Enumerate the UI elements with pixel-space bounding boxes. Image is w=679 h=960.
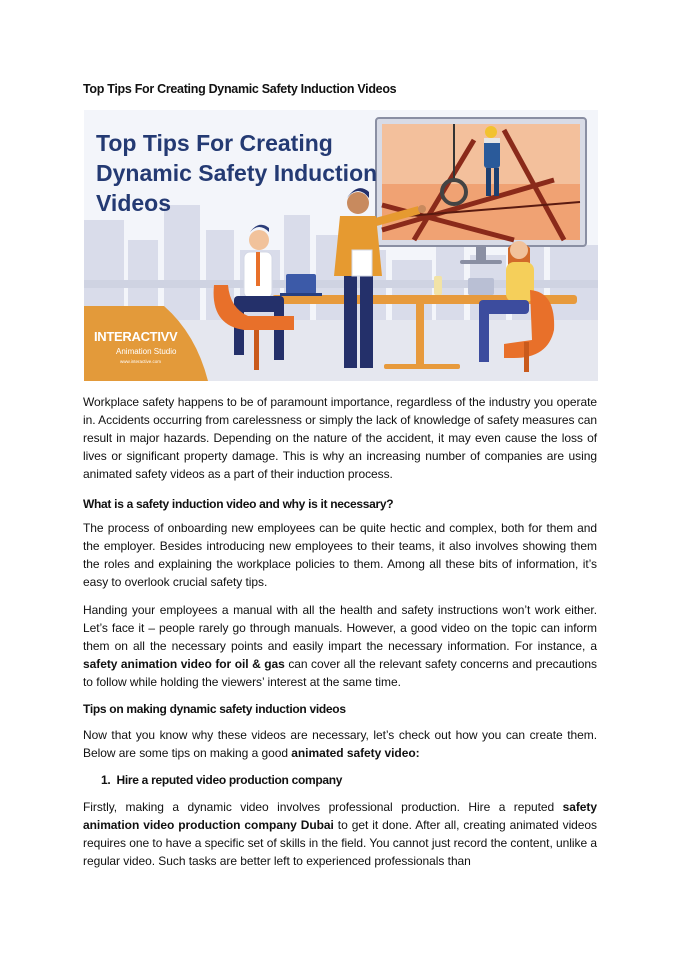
banner-image — [84, 110, 598, 381]
bold-phrase: safety animation video for oil & gas — [83, 657, 285, 671]
bold-phrase: safety animation video production company Dubai — [83, 800, 597, 832]
document-title: Top Tips For Creating Dynamic Safety Induction Videos — [83, 82, 397, 96]
banner-title-line: Top Tips For Creating — [96, 130, 333, 156]
section1-paragraph-2 — [83, 601, 597, 691]
text-run: Handing your employees a manual with all the health and safety instructions won’t work either. Let’s face it – people rarely go through manuals. However, a good video on the topic can inform them on all the necessary points and easily impart the necessary information. For instance, a — [83, 603, 597, 653]
banner-title — [96, 128, 396, 218]
list-label: Hire a reputed video production company — [116, 773, 343, 787]
section2-paragraph-2 — [83, 798, 597, 870]
intro-paragraph: Workplace safety happens to be of paramount importance, regardless of the industry you operate in. Accidents occurring from carelessness or simply the lack of knowledge of safety measures can result in major hazards. Depending on the nature of the accident, it may even cause the loss of lives or significant property damage. This is why an increasing number of companies are using animated safety videos as a part of their induction process. — [83, 395, 597, 481]
text-run: can cover all the relevant safety concerns and precautions to follow while holding the viewers’ interest at the same time. — [83, 657, 597, 689]
banner-title-line: Videos — [96, 190, 171, 216]
section-heading: Tips on making dynamic safety induction videos — [83, 702, 346, 716]
text-run: to get it done. After all, creating animated videos requires one to have a specific set of skills in the field. You cannot just record the content, unlike a regular video. Such tasks are better left to experienced professionals than — [83, 818, 598, 868]
banner-title-line: Dynamic Safety Induction — [96, 160, 378, 186]
section1-paragraph-1: The process of onboarding new employees can be quite hectic and complex, both for them and the employer. Besides introducing new employees to their teams, it also involves showing them the roles and explaining the workplace policies to them. Among all these bits of information, it’s easy to overlook crucial safety tips. — [83, 521, 597, 589]
section2-paragraph-1 — [83, 726, 597, 762]
text-run: Now that you know why these videos are necessary, let’s check out how you can create them. Below are some tips on making a good — [83, 728, 597, 760]
list-item — [101, 773, 581, 787]
text-run: Firstly, making a dynamic video involves professional production. Hire a reputed — [83, 800, 563, 814]
section-heading: What is a safety induction video and why is it necessary? — [83, 497, 394, 511]
logo-subtitle: Animation Studio — [116, 347, 177, 356]
logo-name: INTERACTIVV — [94, 329, 178, 344]
bold-phrase: animated safety video: — [291, 746, 420, 760]
list-number: 1. — [101, 773, 111, 787]
logo-url: www.interactive.com — [120, 359, 162, 364]
